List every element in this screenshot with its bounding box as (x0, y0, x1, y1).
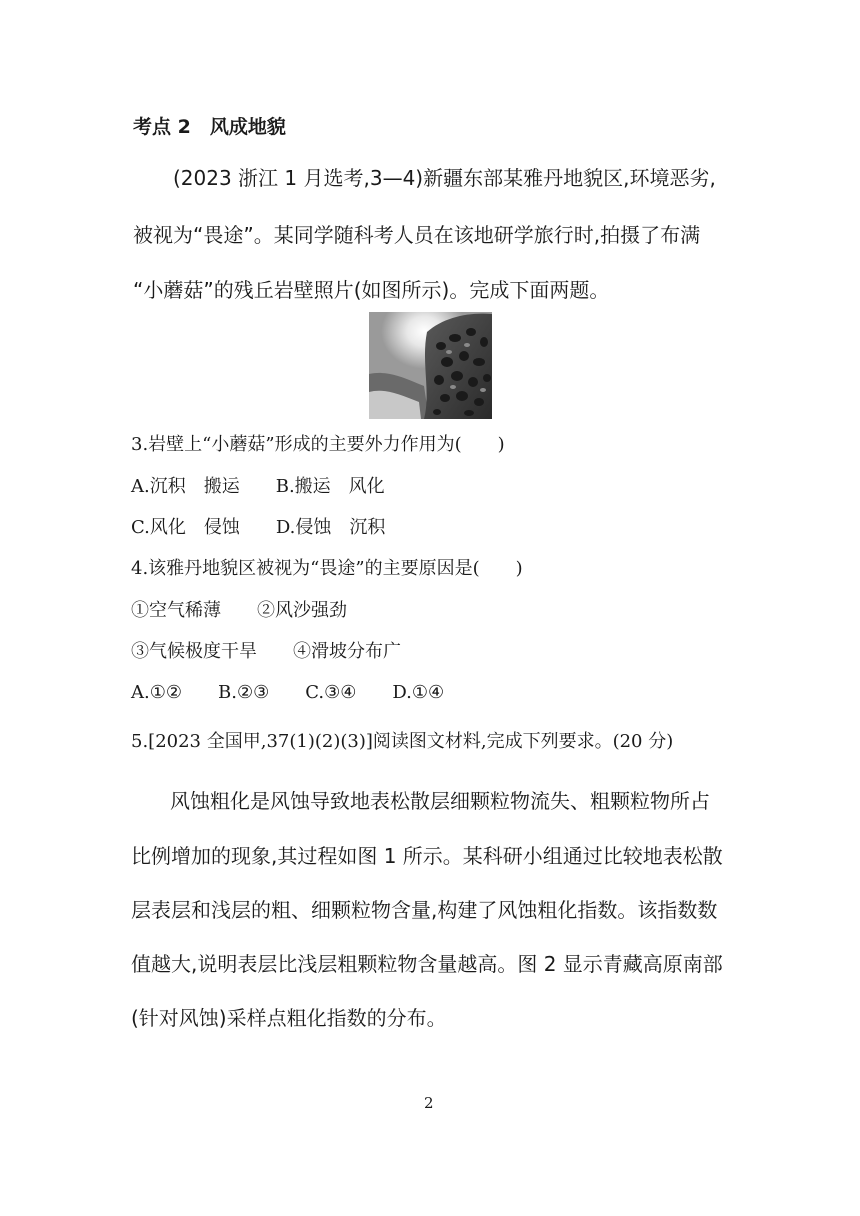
rock-wall-photo-image (369, 312, 492, 419)
question-3-options-row-2: C.风化 侵蚀 D.侵蚀 沉积 (131, 517, 386, 538)
question-3-options-row-1: A.沉积 搬运 B.搬运 风化 (131, 476, 385, 497)
question-5-paragraph-line-5: (针对风蚀)采样点粗化指数的分布。 (131, 1006, 447, 1030)
question-5-stem: 5.[2023 全国甲,37(1)(2)(3)]阅读图文材料,完成下列要求。(20 分) (131, 731, 674, 752)
intro-line-2: 被视为“畏途”。某同学随科考人员在该地研学旅行时,拍摄了布满 (133, 223, 701, 247)
rock-wall-photo (369, 312, 492, 419)
page-number: 2 (424, 1094, 434, 1112)
question-5-paragraph-line-4: 值越大,说明表层比浅层粗颗粒物含量越高。图 2 显示青藏高原南部 (131, 952, 723, 976)
question-4-items-row-2: ③气候极度干旱 ④滑坡分布广 (131, 641, 401, 662)
question-5-paragraph-line-1: 风蚀粗化是风蚀导致地表松散层细颗粒物流失、粗颗粒物所占 (170, 789, 710, 813)
question-4-options: A.①② B.②③ C.③④ D.①④ (131, 682, 445, 703)
intro-line-3: “小蘑菇”的残丘岩壁照片(如图所示)。完成下面两题。 (133, 278, 610, 302)
question-4-items-row-1: ①空气稀薄 ②风沙强劲 (131, 600, 347, 621)
question-3-stem: 3.岩壁上“小蘑菇”形成的主要外力作用为( ) (131, 434, 505, 455)
question-5-paragraph-line-3: 层表层和浅层的粗、细颗粒物含量,构建了风蚀粗化指数。该指数数 (131, 898, 718, 922)
question-5-paragraph-line-2: 比例增加的现象,其过程如图 1 所示。某科研小组通过比较地表松散 (131, 844, 723, 868)
intro-line-1: (2023 浙江 1 月选考,3—4)新疆东部某雅丹地貌区,环境恶劣, (173, 166, 716, 190)
question-4-stem: 4.该雅丹地貌区被视为“畏途”的主要原因是( ) (131, 558, 523, 579)
section-heading: 考点 2 风成地貌 (133, 116, 286, 138)
